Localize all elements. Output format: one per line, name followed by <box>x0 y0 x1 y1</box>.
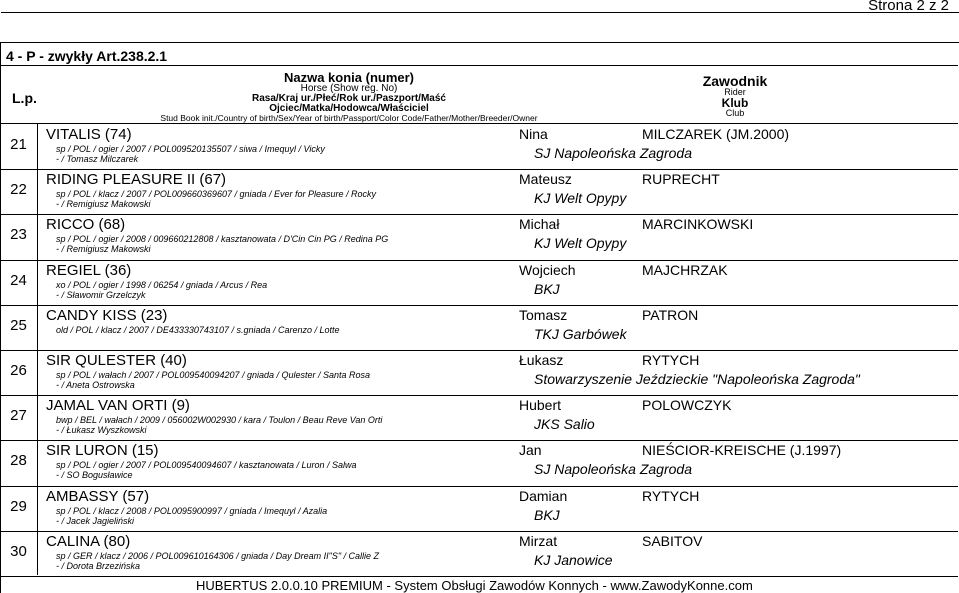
rider-last-name: MILCZAREK (JM.2000) <box>642 126 790 142</box>
header-rider-en: Rider <box>724 87 746 97</box>
rider-club: SJ Napoleońska Zagroda <box>534 145 692 161</box>
rider-club: Stowarzyszenie Jeździeckie "Napoleońska Zagroda" <box>534 371 860 387</box>
rider-last-name: RYTYCH <box>642 487 700 504</box>
horse-name: SIR QULESTER (40) <box>46 352 187 369</box>
horse-owner: - / Jacek Jagieliński <box>56 515 135 526</box>
entry-row <box>0 531 958 576</box>
horse-details: sp / POL / ogier / 2007 / POL009520135507 / siwa / Imequyl / Vicky <box>56 144 325 154</box>
page-number-bar <box>1 0 959 13</box>
rider-last-name: NIEŚCIOR-KREISCHE (J.1997) <box>642 442 842 459</box>
header-club-en: Club <box>725 108 745 118</box>
horse-owner: - / SO Bogusławice <box>56 470 133 481</box>
horse-owner: - / Tomasz Milczarek <box>56 154 139 164</box>
rider-first-name: Hubert <box>519 397 562 414</box>
rider-first-name: Nina <box>519 126 548 142</box>
horse-owner: - / Dorota Brzezińska <box>56 560 141 571</box>
rider-first-name: Mateusz <box>519 171 572 188</box>
footer: HUBERTUS 2.0.0.10 PREMIUM - System Obsługi Zawodów Konnych - www.ZawodyKonne.com <box>196 578 753 593</box>
entry-row <box>0 440 958 485</box>
horse-name: JAMAL VAN ORTI (9) <box>46 397 190 415</box>
rider-club: JKS Salio <box>534 416 595 433</box>
rider-club: KJ Janowice <box>534 551 613 568</box>
rider-first-name: Mirzat <box>519 532 558 549</box>
horse-owner: - / Remigiusz Makowski <box>56 244 151 255</box>
entry-row <box>0 350 958 395</box>
horse-owner: - / Remigiusz Makowski <box>56 199 151 210</box>
entry-lp: 24 <box>10 271 27 289</box>
entry-lp: 29 <box>10 497 27 515</box>
rider-last-name: RUPRECHT <box>642 171 720 188</box>
header-horse-title: Nazwa konia (numer) <box>283 70 415 85</box>
entry-lp: 28 <box>10 452 27 470</box>
divider <box>0 65 958 66</box>
entry-lp: 25 <box>10 316 27 334</box>
horse-name: SIR LURON (15) <box>46 442 159 460</box>
horse-details: sp / POL / ogier / 2007 / POL009540094607 / kasztanowata / Luron / Salwa <box>56 460 357 471</box>
header-horse-title-en: Horse (Show reg. No) <box>300 83 398 94</box>
entry-row <box>0 124 958 169</box>
rider-first-name: Michał <box>519 216 560 233</box>
entry-lp: 27 <box>10 407 27 425</box>
header-rider <box>640 74 830 118</box>
horse-name: RIDING PLEASURE II (67) <box>46 171 227 189</box>
entry-row <box>0 486 958 531</box>
header-horse-line3: Ojciec/Matka/Hodowca/Właściciel <box>269 103 429 114</box>
rider-club: KJ Welt Opypy <box>534 235 627 252</box>
horse-owner: - / Sławomir Grzelczyk <box>56 289 146 300</box>
table-bottom-border <box>0 576 958 577</box>
entry-lp: 30 <box>10 542 27 560</box>
horse-details: sp / POL / ogier / 2008 / 009660212808 / kasztanowata / D'Cin Cin PG / Redina PG <box>56 234 389 245</box>
horse-name: CALINA (80) <box>46 532 131 550</box>
header-horse <box>40 71 658 123</box>
rider-club: KJ Welt Opypy <box>534 190 627 207</box>
horse-details: bwp / BEL / wałach / 2009 / 056002W002930 / kara / Toulon / Beau Reve Van Orti <box>56 415 383 426</box>
rider-club: TKJ Garbówek <box>534 325 627 342</box>
rider-first-name: Wojciech <box>519 261 576 278</box>
rider-last-name: POLOWCZYK <box>642 397 732 414</box>
rider-first-name: Łukasz <box>519 352 564 368</box>
horse-details: xo / POL / ogier / 1998 / 06254 / gniada / Arcus / Rea <box>56 279 268 290</box>
entry-lp: 22 <box>10 181 27 199</box>
header-horse-line2: Rasa/Kraj ur./Płeć/Rok ur./Paszport/Maść <box>252 93 446 104</box>
rider-club: BKJ <box>534 280 560 297</box>
rider-first-name: Jan <box>519 442 542 459</box>
rider-club: SJ Napoleońska Zagroda <box>534 461 692 478</box>
entry-row <box>0 260 958 305</box>
rider-last-name: MAJCHRZAK <box>642 261 728 278</box>
rider-club: BKJ <box>534 506 560 523</box>
horse-name: CANDY KISS (23) <box>46 306 168 324</box>
horse-owner: - / Łukasz Wyszkowski <box>56 425 147 436</box>
rider-last-name: PATRON <box>642 306 699 323</box>
header-horse-line4: Stud Book init./Country of birth/Sex/Year of birth/Passport/Color Code/Father/Mother/Breeder/Owner <box>160 113 538 123</box>
rider-first-name: Damian <box>519 487 568 504</box>
entry-lp: 26 <box>10 362 27 379</box>
horse-details: sp / GER / klacz / 2006 / POL009610164306 / gniada / Day Dream II"S" / Callie Z <box>56 550 380 561</box>
horse-name: RICCO (68) <box>46 216 126 234</box>
horse-owner: - / Aneta Ostrowska <box>56 380 135 390</box>
page-number: Strona 2 z 2 <box>868 0 949 14</box>
horse-details: sp / POL / klacz / 2007 / POL009660369607 / gniada / Ever for Pleasure / Rocky <box>56 189 377 200</box>
horse-details: sp / POL / klacz / 2008 / POL0095900997 / gniada / Imequyl / Azalia <box>56 505 328 516</box>
horse-details: sp / POL / wałach / 2007 / POL009540094207 / gniada / Qulester / Santa Rosa <box>56 370 371 380</box>
entry-row <box>0 169 958 214</box>
entry-row <box>0 395 958 440</box>
horse-name: VITALIS (74) <box>46 126 132 143</box>
rider-last-name: RYTYCH <box>642 352 700 368</box>
competition-title: 4 - P - zwykły Art.238.2.1 <box>6 48 168 64</box>
horse-name: AMBASSY (57) <box>46 487 150 505</box>
rider-last-name: SABITOV <box>642 532 703 549</box>
horse-details: old / POL / klacz / 2007 / DE433330743107 / s.gniada / Carenzo / Lotte <box>56 324 340 335</box>
header-rider-title: Zawodnik <box>702 73 768 89</box>
entry-lp: 23 <box>10 226 27 244</box>
horse-name: REGIEL (36) <box>46 261 132 279</box>
entry-row <box>0 214 958 259</box>
entry-row <box>0 305 958 350</box>
entry-lp: 21 <box>10 136 27 153</box>
header-lp: L.p. <box>12 90 37 106</box>
rider-last-name: MARCINKOWSKI <box>642 216 754 233</box>
header-club-title: Klub <box>721 96 749 110</box>
rider-first-name: Tomasz <box>519 306 568 323</box>
